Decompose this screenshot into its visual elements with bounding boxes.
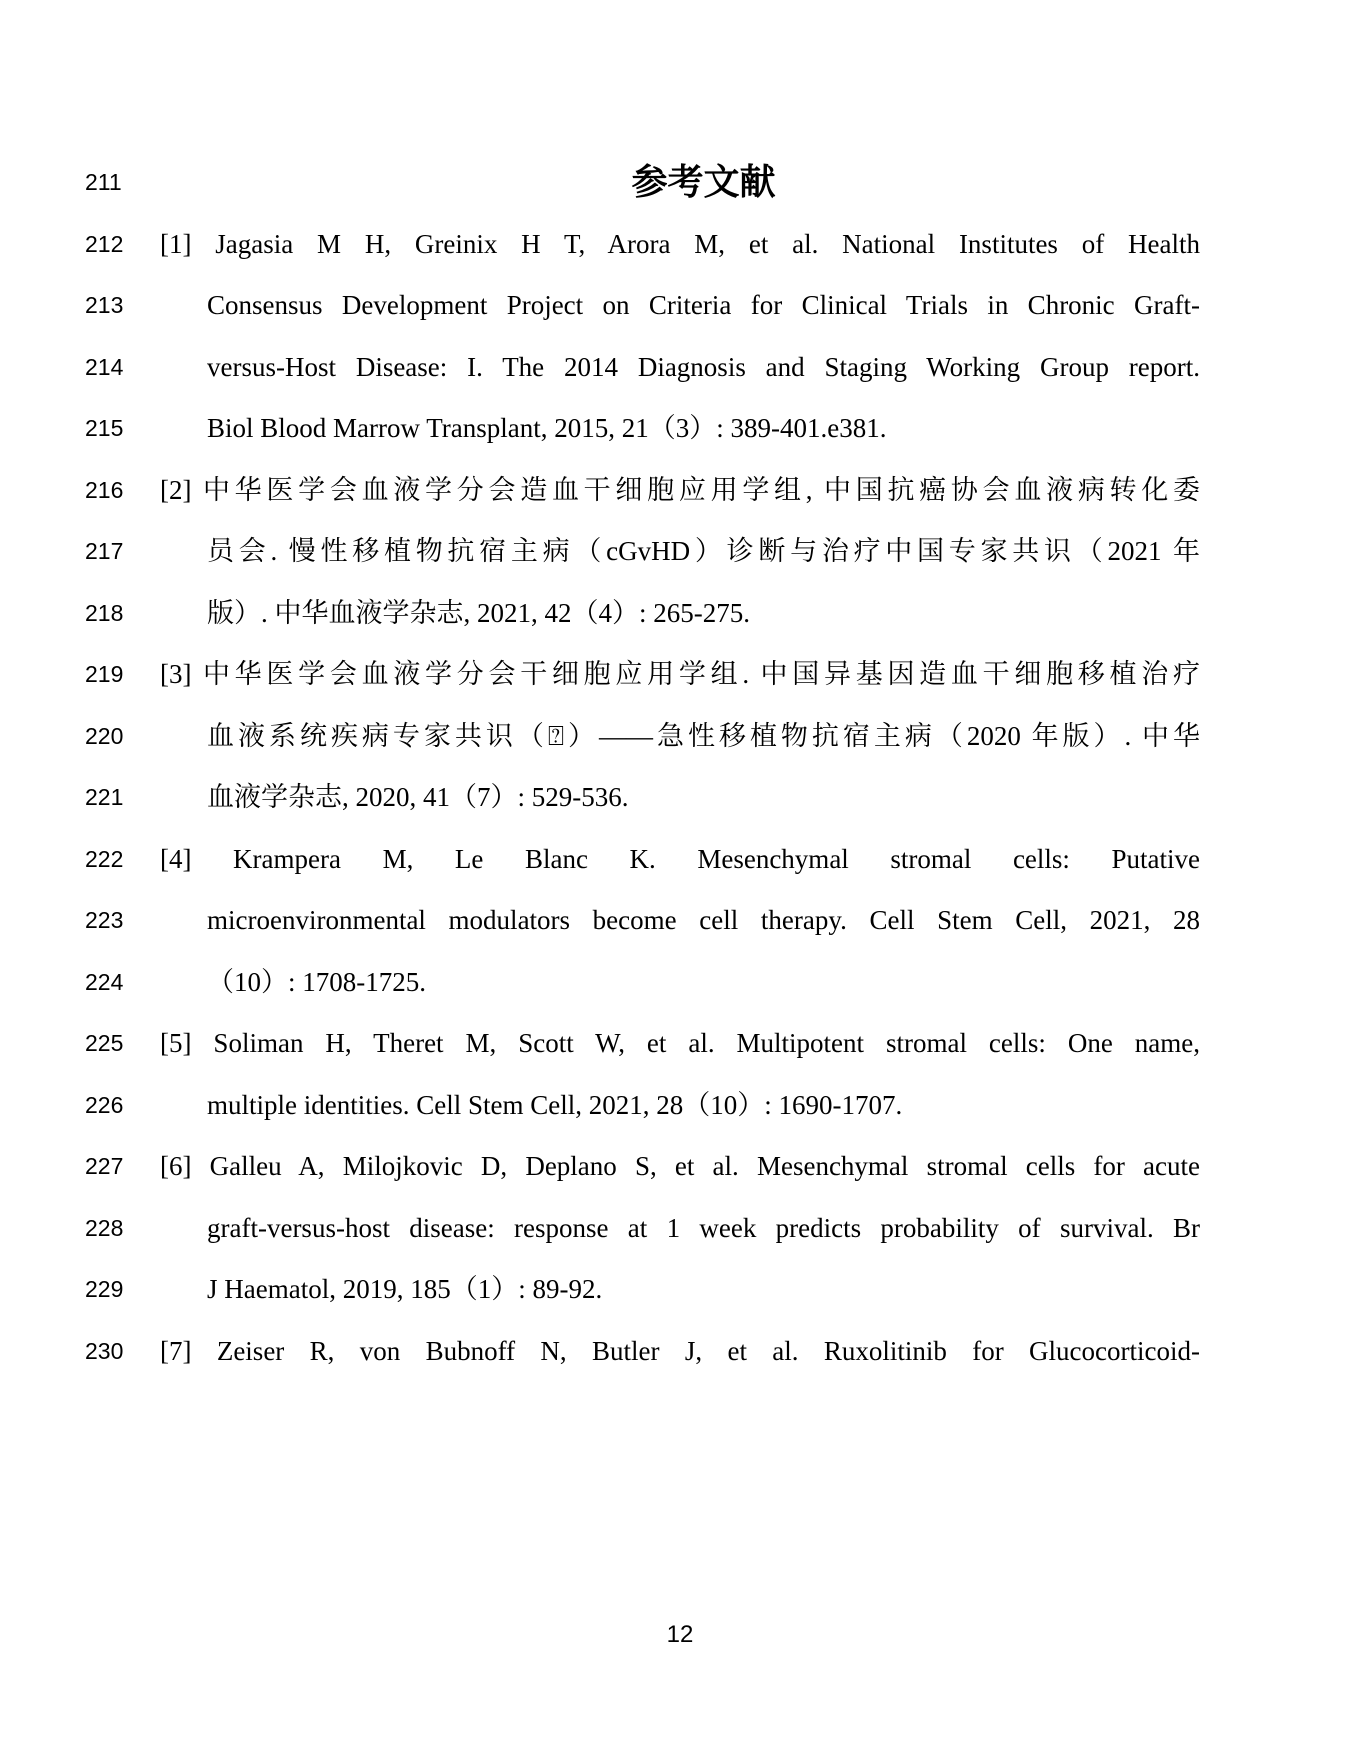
line-number: 221	[85, 784, 124, 810]
reference-6-line-1: [6] Galleu A, Milojkovic D, Deplano S, et al. Mesenchymal stromal cells for acute	[160, 1151, 1200, 1181]
reference-4-line-2: microenvironmental modulators become cell therapy. Cell Stem Cell, 2021, 28	[207, 905, 1200, 935]
line-row-230	[0, 1321, 1360, 1383]
line-row-218	[0, 583, 1360, 645]
line-number: 227	[85, 1153, 124, 1179]
line-row-215	[0, 398, 1360, 460]
reference-1-line-1: [1] Jagasia M H, Greinix H T, Arora M, et al. National Institutes of Health	[160, 228, 1200, 259]
reference-2-line-1: [2] 中华医学会血液学分会造血干细胞应用学组, 中国抗癌协会血液病转化委	[160, 474, 1200, 505]
line-row-216	[0, 460, 1360, 522]
line-number: 222	[85, 845, 124, 872]
page-number: 12	[666, 1621, 694, 1648]
line-number: 219	[85, 661, 124, 687]
line-row-219	[0, 644, 1360, 706]
line-row-220	[0, 706, 1360, 768]
page-title: 参考文献	[631, 162, 776, 203]
reference-7-line-1: [7] Zeiser R, von Bubnoff N, Butler J, et al. Ruxolitinib for Glucocorticoid-	[160, 1335, 1200, 1366]
line-number: 212	[85, 230, 124, 257]
reference-2-line-3: 版）. 中华血液学杂志, 2021, 42（4）: 265-275.	[207, 597, 750, 628]
reference-3-line-2: 血液系统疾病专家共识（⍰）——急性移植物抗宿主病（2020 年版）. 中华	[207, 720, 1200, 751]
line-number: 228	[85, 1214, 124, 1241]
line-row-225	[0, 1013, 1360, 1075]
line-number: 224	[85, 968, 124, 995]
reference-3-line-1: [3] 中华医学会血液学分会干细胞应用学组. 中国异基因造血干细胞移植治疗	[160, 659, 1200, 689]
line-number: 229	[85, 1276, 124, 1302]
line-number: 217	[85, 538, 124, 564]
line-row-229	[0, 1259, 1360, 1321]
line-number: 211	[85, 169, 122, 195]
line-row-213	[0, 275, 1360, 337]
line-number: 214	[85, 353, 124, 380]
line-row-226	[0, 1075, 1360, 1137]
line-row-214	[0, 337, 1360, 399]
line-number: 226	[85, 1091, 124, 1118]
line-number: 218	[85, 599, 124, 626]
line-number: 216	[85, 476, 124, 503]
line-row-221	[0, 767, 1360, 829]
line-number: 230	[85, 1337, 124, 1364]
reference-1-line-4: Biol Blood Marrow Transplant, 2015, 21（3）: 389-401.e381.	[207, 413, 887, 443]
line-row-212	[0, 214, 1360, 276]
reference-3-line-3: 血液学杂志, 2020, 41（7）: 529-536.	[207, 782, 629, 812]
reference-4-line-1: [4] Krampera M, Le Blanc K. Mesenchymal stromal cells: Putative	[160, 843, 1200, 874]
reference-2-line-2: 员会. 慢性移植物抗宿主病（cGvHD）诊断与治疗中国专家共识（2021 年	[207, 536, 1200, 566]
reference-6-line-2: graft-versus-host disease: response at 1 week predicts probability of survival. Br	[207, 1212, 1200, 1243]
line-row-217	[0, 521, 1360, 583]
line-number: 213	[85, 292, 124, 318]
reference-4-line-3: （10）: 1708-1725.	[207, 966, 426, 997]
line-number: 225	[85, 1030, 124, 1056]
line-row-227	[0, 1136, 1360, 1198]
reference-5-line-1: [5] Soliman H, Theret M, Scott W, et al. Multipotent stromal cells: One name,	[160, 1028, 1200, 1058]
line-row-223	[0, 890, 1360, 952]
line-number: 215	[85, 415, 124, 441]
reference-1-line-3: versus-Host Disease: I. The 2014 Diagnosis and Staging Working Group report.	[207, 351, 1200, 382]
line-row-228	[0, 1198, 1360, 1260]
line-row-224	[0, 952, 1360, 1014]
line-row-211	[0, 152, 1360, 214]
line-row-222	[0, 829, 1360, 891]
reference-6-line-3: J Haematol, 2019, 185（1）: 89-92.	[207, 1274, 603, 1304]
reference-5-line-2: multiple identities. Cell Stem Cell, 2021, 28（10）: 1690-1707.	[207, 1089, 903, 1120]
reference-list	[0, 152, 1360, 1382]
line-number: 220	[85, 722, 124, 749]
reference-1-line-2: Consensus Development Project on Criteria for Clinical Trials in Chronic Graft-	[207, 290, 1200, 320]
line-number: 223	[85, 907, 124, 933]
